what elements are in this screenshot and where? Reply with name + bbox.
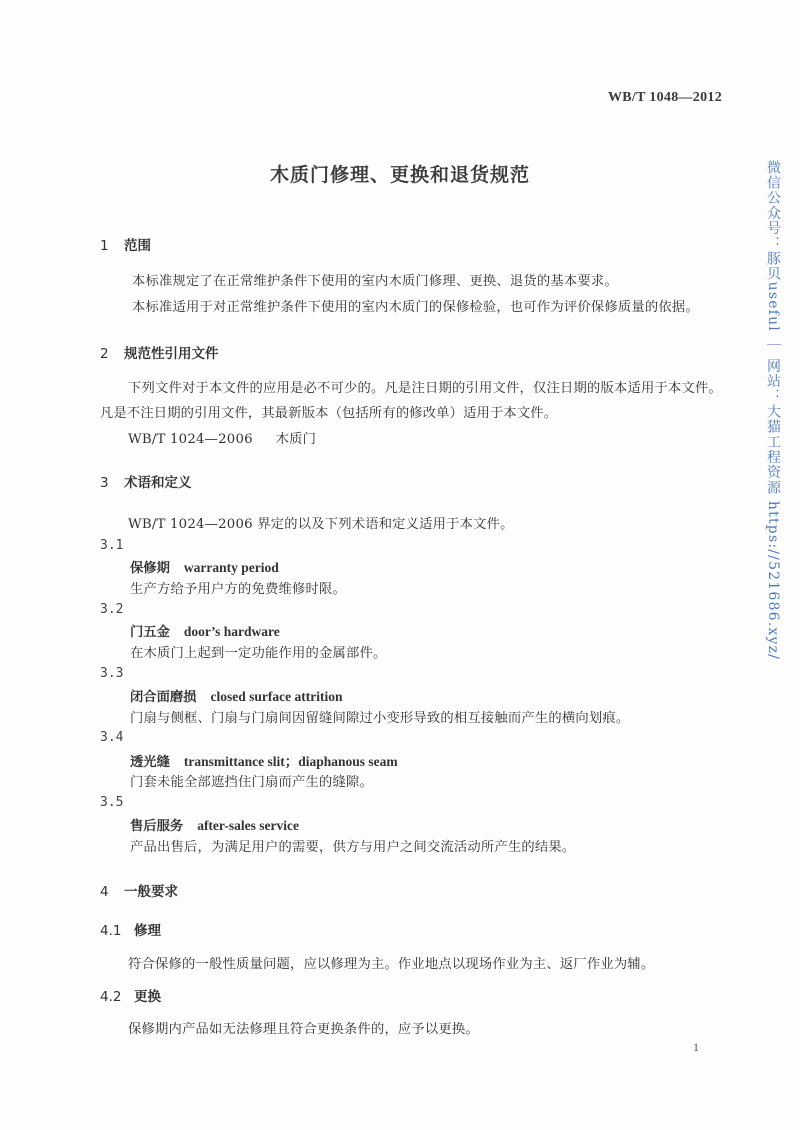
document-title: 木质门修理、更换和退货规范 [269, 164, 530, 186]
subsection-number: 4.1 [100, 923, 122, 939]
section-1-paragraph-2: 本标准适用于对正常维护条件下使用的室内木质门的保修检验，也可作为评价保修质量的依据。 [132, 300, 699, 315]
section-title: 术语和定义 [124, 475, 192, 491]
term-heading [130, 815, 299, 834]
reference-name: 木质门 [275, 432, 317, 447]
section-3-intro: WB/T 1024—2006 界定的以及下列术语和定义适用于本文件。 [128, 517, 514, 532]
term-heading [130, 557, 279, 576]
section-1-heading [100, 234, 151, 254]
term-definition: 在木质门上起到一定功能作用的金属部件。 [130, 646, 387, 661]
term-en: transmittance slit；diaphanous seam [183, 754, 398, 769]
subsection-title: 修理 [134, 923, 161, 939]
term-en: closed surface attrition [210, 689, 343, 704]
section-2-heading [100, 342, 219, 362]
section-title: 一般要求 [124, 884, 178, 900]
section-number: 3 [100, 475, 109, 491]
section-3-heading [100, 471, 192, 491]
term-definition: 门套未能全部遮挡住门扇而产生的缝隙。 [130, 775, 373, 790]
term-definition: 生产方给予用户方的免费维修时限。 [130, 582, 346, 597]
term-zh: 透光缝 [130, 755, 170, 770]
term-en: door’s hardware [183, 624, 280, 639]
section-title: 规范性引用文件 [124, 346, 219, 362]
subsection-number: 4.2 [100, 989, 122, 1005]
term-definition: 产品出售后，为满足用户的需要，供方与用户之间交流活动所产生的结果。 [130, 840, 576, 855]
section-number: 2 [100, 346, 109, 362]
subsection-4-2-heading [100, 985, 161, 1005]
section-4-heading [100, 880, 178, 900]
term-number: 3.1 [100, 538, 124, 553]
term-heading [130, 750, 398, 770]
section-number: 1 [100, 238, 109, 254]
term-number: 3.4 [100, 730, 124, 745]
term-zh: 闭合面磨损 [130, 690, 197, 705]
term-number: 3.2 [100, 602, 124, 617]
side-watermark: 微信公众号：豚贝useful ｜ 网站：大猫工程资源 https://521686.xyz/ [765, 160, 781, 661]
subsection-title: 更换 [134, 989, 161, 1005]
section-2-paragraph: 下列文件对于本文件的应用是必不可少的。凡是注日期的引用文件，仅注日期的版本适用于本文件。凡是不注日期的引用文件，其最新版本（包括所有的修改单）适用于本文件。 [100, 381, 722, 421]
normative-reference [128, 428, 316, 447]
term-number: 3.5 [100, 795, 124, 810]
term-en: warranty period [183, 560, 279, 575]
section-number: 4 [100, 884, 109, 900]
term-definition: 门扇与侧框、门扇与门扇间因留缝间隙过小变形导致的相互接触而产生的横向划痕。 [130, 711, 630, 726]
reference-code: WB/T 1024—2006 [128, 432, 253, 447]
term-heading [130, 621, 280, 640]
term-zh: 售后服务 [130, 819, 184, 834]
term-zh: 保修期 [130, 561, 170, 576]
subsection-4-2-paragraph: 保修期内产品如无法修理且符合更换条件的，应予以更换。 [128, 1022, 479, 1037]
subsection-4-1-heading [100, 919, 161, 939]
standard-code: WB/T 1048—2012 [607, 90, 722, 105]
term-number: 3.3 [100, 666, 124, 681]
term-heading [130, 686, 342, 705]
subsection-4-1-paragraph: 符合保修的一般性质量问题，应以修理为主。作业地点以现场作业为主、返厂作业为辅。 [128, 957, 655, 972]
term-zh: 门五金 [130, 625, 170, 640]
page-number: 1 [693, 1040, 699, 1054]
section-1-paragraph-1: 本标准规定了在正常维护条件下使用的室内木质门修理、更换、退货的基本要求。 [132, 274, 618, 289]
section-title: 范围 [124, 238, 151, 254]
term-en: after-sales service [197, 818, 300, 833]
